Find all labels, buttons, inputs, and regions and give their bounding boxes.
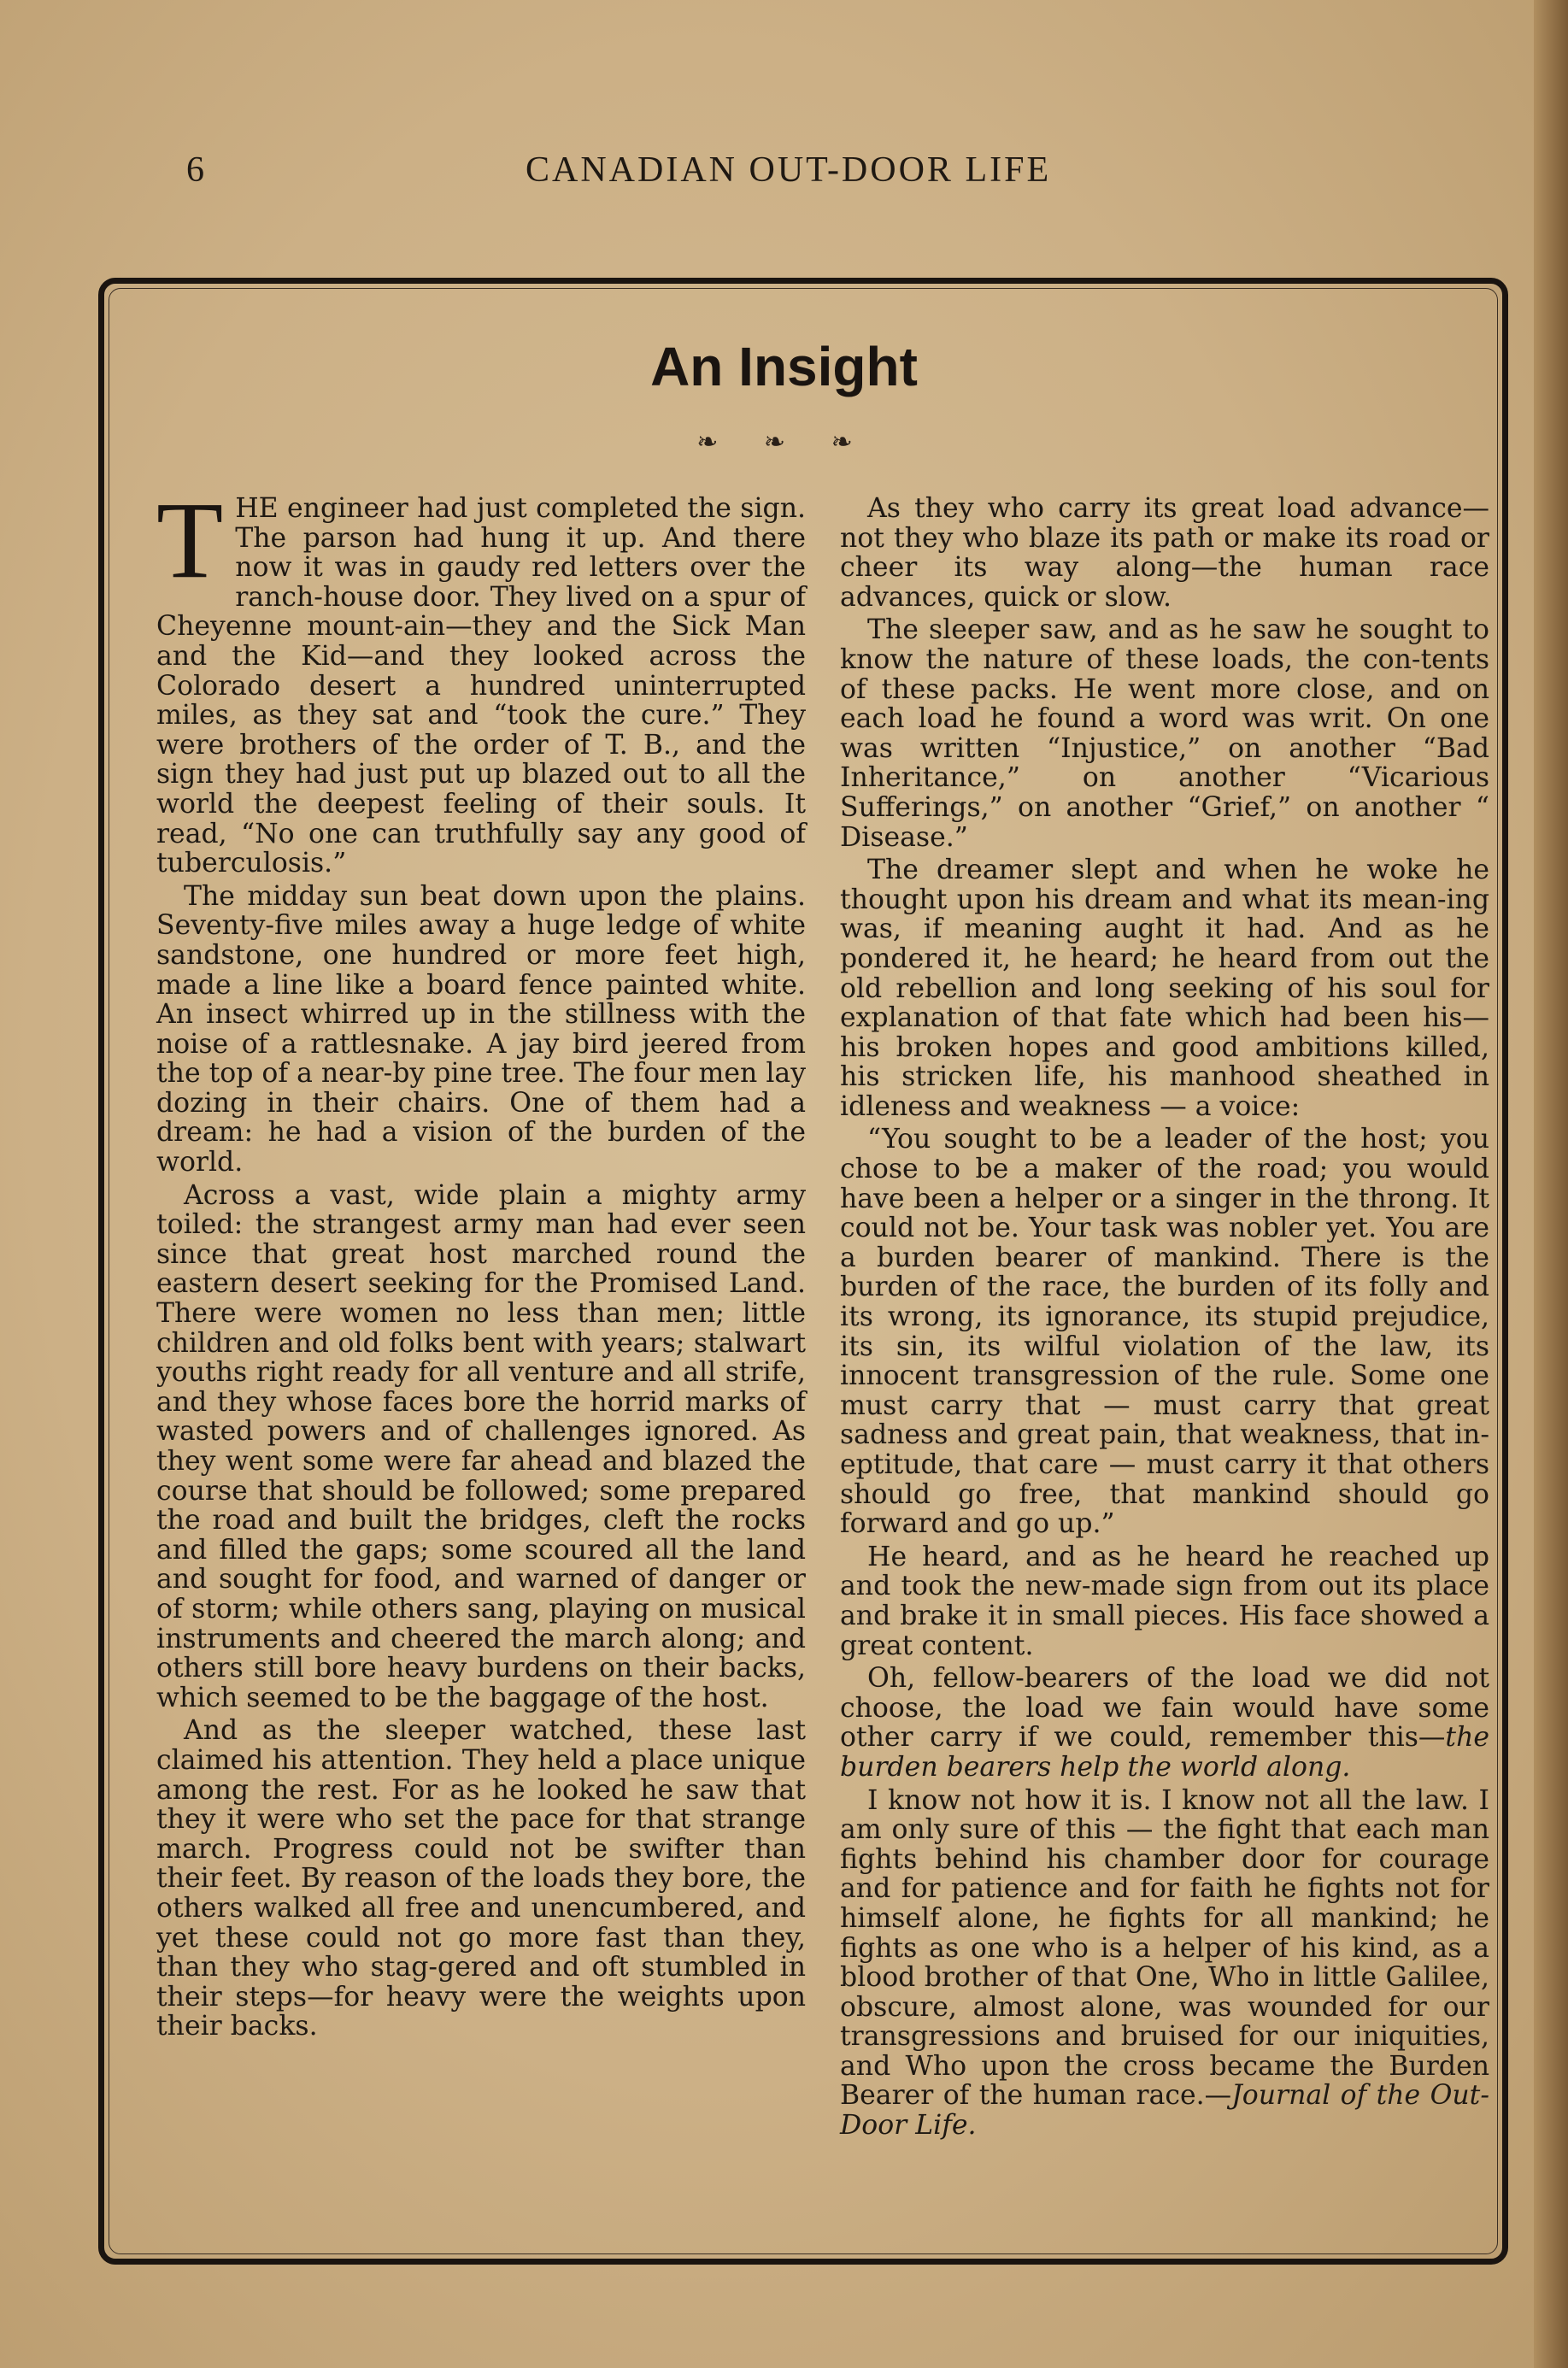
paragraph: He heard, and as he heard he reached up and took the new-made sign from out its place and brake it in small pieces. His face showed a great content. — [840, 1541, 1489, 1661]
paragraph — [840, 1786, 1489, 2141]
page-header — [0, 150, 1568, 201]
paragraph: The dreamer slept and when he woke he thought upon his dream and what its mean-ing was, if meaning aught it had. And as he pondered it, he heard; he heard from out the old rebellion and long seeking of his soul for explanation of that fate which had been his—his broken hopes and good ambitions killed, his stricken life, his manhood sheathed in idleness and weakness — a voice: — [840, 855, 1489, 1122]
right-column — [840, 494, 1489, 2144]
paragraph — [156, 479, 806, 879]
paragraph-text: HE engineer had just completed the sign. The parson had hung it up. And there now it was in gaudy red letters over the ranch-house door. They lived on a spur of Cheyenne mount-ain—they and the Sick Man and the Kid—and they looked across the Colorado desert a hundred uninterrupted miles, as they sat and “took the cure.” They were brothers of the order of T. B., and the sign they had just put up blazed out to all the world the deepest feeling of their souls. It read, “No one can truthfully say any good of tuberculosis.” — [156, 493, 806, 879]
paragraph: “You sought to be a leader of the host; you chose to be a maker of the road; you would have been a helper or a singer in the throng. It could not be. Your task was nobler yet. You are a burden bearer of mankind. There is the burden of the race, the burden of its folly and its wrong, its ignorance, its stupid prejudice, its sin, its wilful violation of the law, its innocent transgression of the rule. Some one must carry that — must carry that great sadness and great pain, that weakness, that in-eptitude, that care — must carry it that others should go free, that mankind should go forward and go up.” — [840, 1124, 1489, 1540]
article-title: An Insight — [650, 336, 918, 397]
drop-cap: T — [156, 479, 224, 601]
paragraph: And as the sleeper watched, these last claimed his attention. They held a place unique among the rest. For as he looked he saw that they it were who set the pace for that strange march. Progress could not be swifter than their feet. By reason of the loads they bore, the others walked all free and unencumbered, and yet these could not go more fast than they, than they who stag-gered and oft stumbled in their steps—for heavy were the weights upon their backs. — [156, 1715, 806, 2042]
paragraph-text: Oh, fellow-bearers of the load we did not choose, the load we fain would have some other carry if we could, remember this— — [840, 1663, 1489, 1754]
source-credit: Journal of the Out-Door Life. — [840, 2080, 1489, 2142]
page-number: 6 — [186, 150, 206, 190]
paragraph: The midday sun beat down upon the plains. Seventy-five miles away a huge ledge of white sandstone, one hundred or more feet high, made a line like a board fence painted white. An insect whirred up in the stillness with the noise of a rattlesnake. A jay bird jeered from the top of a near-by pine tree. The four men lay dozing in their chairs. One of them had a dream: he had a vision of the burden of the world. — [156, 880, 806, 1178]
paragraph: Across a vast, wide plain a mighty army toiled: the strangest army man had ever seen since that great host marched round the eastern desert seeking for the Promised Land. There were women no less than men; little children and old folks bent with years; stalwart youths right ready for all venture and all strife, and they whose faces bore the horrid marks of wasted powers and of challenges ignored. As they went some were far ahead and blazed the course that should be followed; some prepared the road and built the bridges, cleft the rocks and filled the gaps; some scoured all the land and sought for food, and warned of danger or of storm; while others sang, playing on musical instruments and cheered the march along; and others still bore heavy burdens on their backs, which seemed to be the baggage of the host. — [156, 1179, 806, 1713]
italic-phrase: the burden bearers help the world along. — [840, 1722, 1489, 1783]
paragraph — [840, 1664, 1489, 1782]
left-column — [156, 479, 806, 2045]
ornament-icon: ❧ ❧ ❧ — [696, 427, 872, 457]
paragraph: The sleeper saw, and as he saw he sought to know the nature of these loads, the con-tents of these packs. He went more close, and on each load he found a word was writ. On one was written “Injustice,” on another “Bad Inheritance,” on another “Vicarious Sufferings,” on another “Grief,” on another “ Disease.” — [840, 614, 1489, 853]
paragraph-text: I know not how it is. I know not all the law. I am only sure of this — the fight that each man fights behind his chamber door for courage and for patience and for faith he fights not for himself alone, he fights for all mankind; he fights as one who is a helper of his kind, as a blood brother of that One, Who in little Galilee, obscure, almost alone, was wounded for our transgressions and bruised for our iniquities, and Who upon the cross became the Burden Bearer of the human race.— — [840, 1784, 1489, 2112]
paragraph: As they who carry its great load advance—not they who blaze its path or make its road or cheer its way along—the human race advances, quick or slow. — [840, 493, 1489, 613]
magazine-title: CANADIAN OUT-DOOR LIFE — [526, 150, 1052, 190]
